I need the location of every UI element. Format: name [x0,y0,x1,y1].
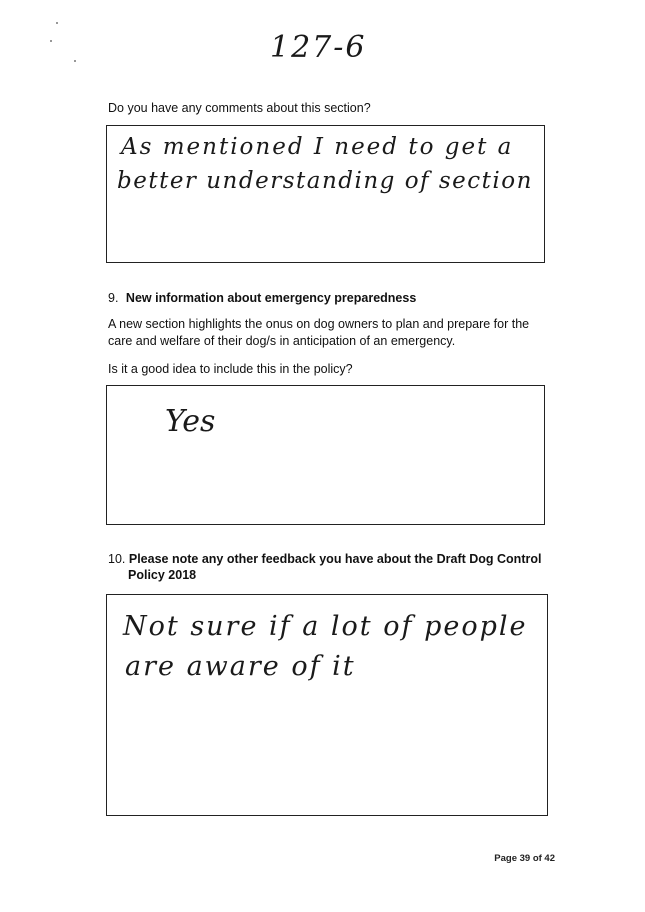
section10-number: 10. [108,552,126,566]
scan-speck [50,40,52,42]
section10-answer-line2: are aware of it [125,651,356,682]
page-number: Page 39 of 42 [494,853,555,864]
section9-heading-row [108,291,416,305]
section9-answer: Yes [165,404,216,439]
section9-number: 9. [108,291,119,305]
section9-question: Is it a good idea to include this in the policy? [108,362,353,376]
section9-description-line1: A new section highlights the onus on dog owners to plan and prepare for the [108,317,530,331]
section10-answer-line1: Not sure if a lot of people [123,611,528,642]
section10-heading-line2: Policy 2018 [128,568,197,582]
section9-answer-box [106,385,545,525]
comments-answer-line2: better understanding of section [117,168,533,194]
comments-answer-line1: As mentioned I need to get a [121,134,514,160]
section10-answer-box [106,594,548,816]
section10-heading-row [108,551,541,568]
scan-speck [74,60,76,62]
section9-description-line2: care and welfare of their dog/s in anticipation of an emergency. [108,334,456,348]
section10-heading-line1: Please note any other feedback you have about the Draft Dog Control [128,552,542,566]
comments-prompt: Do you have any comments about this section? [108,101,371,115]
section9-heading: New information about emergency preparedness [125,291,417,305]
comments-answer-box [106,125,545,263]
scan-speck [56,22,58,24]
reference-number: 127-6 [270,30,367,65]
